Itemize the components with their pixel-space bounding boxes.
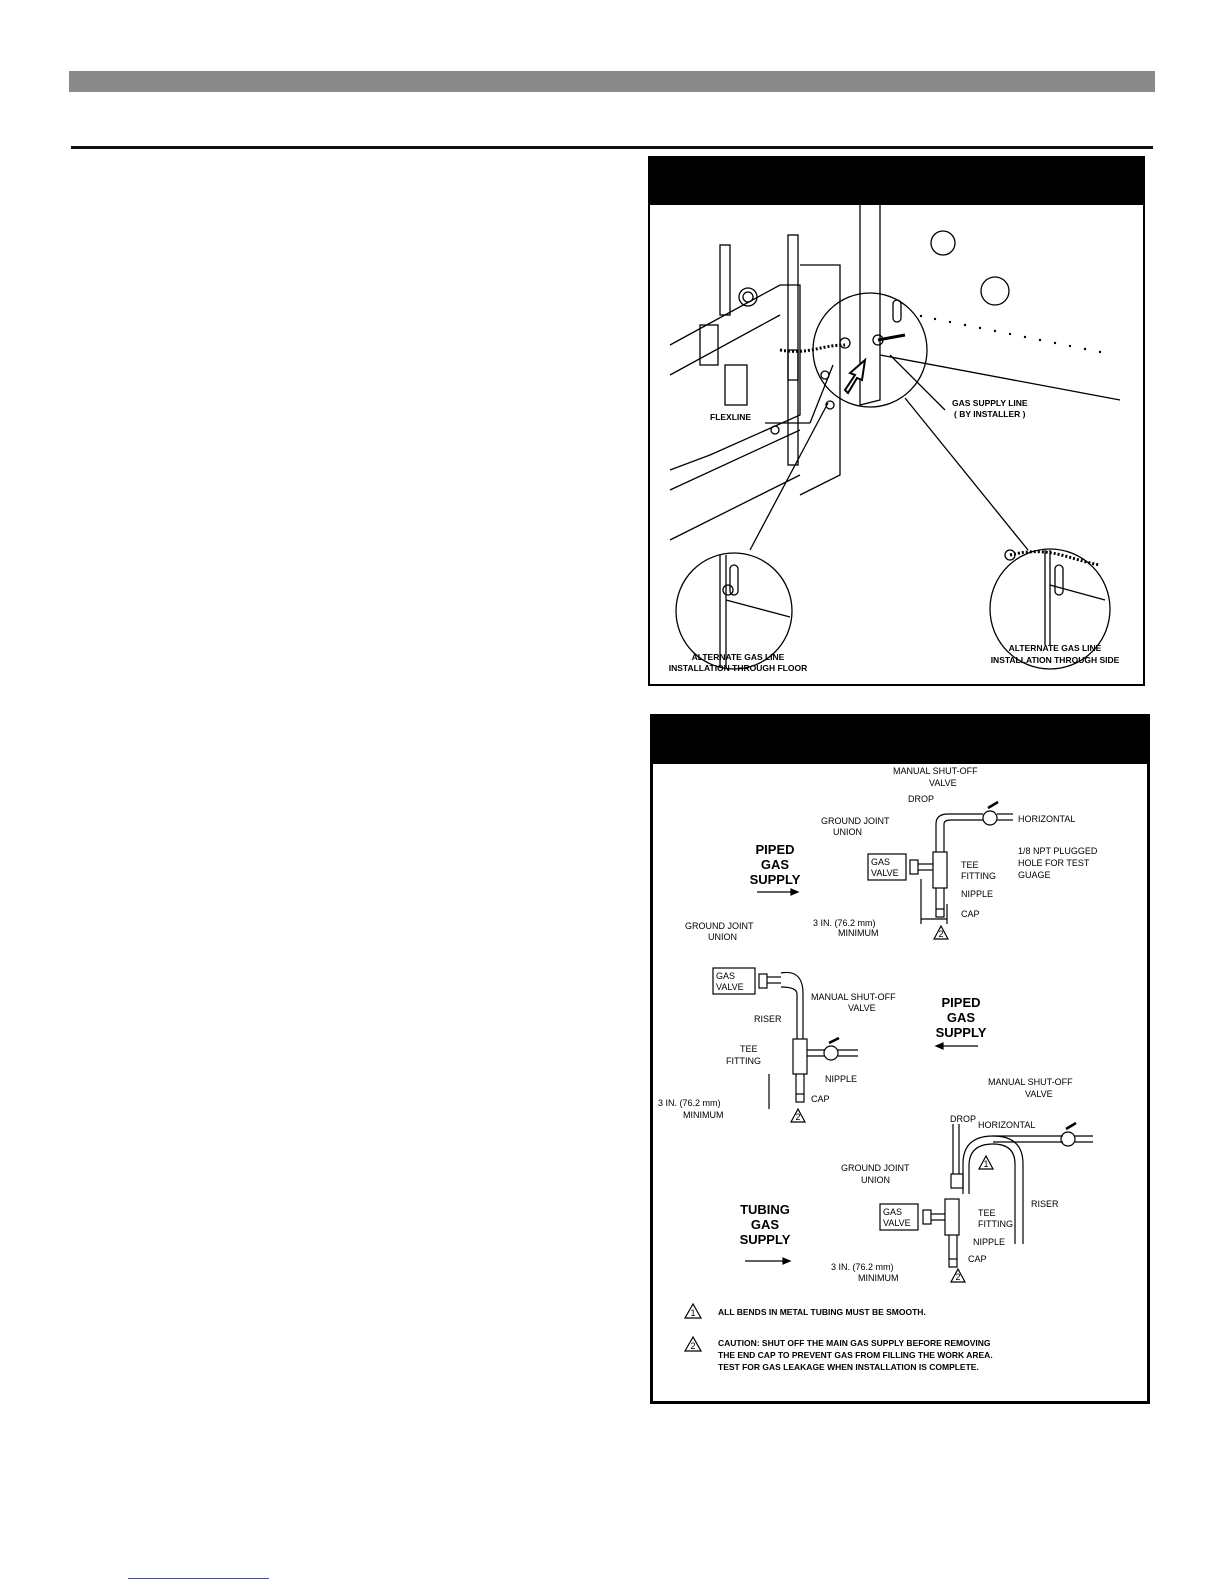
- manual-shutoff-label: MANUAL SHUT-OFF: [893, 766, 978, 776]
- note-marker: 2: [938, 929, 944, 939]
- gas-valve-label: GAS: [883, 1207, 903, 1217]
- gas-valve-label-2: VALVE: [871, 868, 899, 878]
- manual-shutoff-label: MANUAL SHUT-OFF: [988, 1077, 1073, 1087]
- gas-piping-figure: [650, 714, 1150, 1404]
- alt-floor-label-2: INSTALLATION THROUGH FLOOR: [668, 663, 808, 673]
- gas-piping-drawing: [653, 764, 1147, 1401]
- riser-label: RISER: [754, 1014, 782, 1024]
- union-label: UNION: [708, 932, 737, 942]
- tubing-label: TUBING: [740, 1202, 790, 1217]
- nipple-label: NIPPLE: [961, 889, 994, 899]
- note-marker: 1: [690, 1308, 696, 1318]
- manual-shutoff-label: MANUAL SHUT-OFF: [811, 992, 896, 1002]
- ground-joint-label: GROUND JOINT: [685, 921, 754, 931]
- tee-label: TEE: [961, 860, 979, 870]
- riser-label: RISER: [1031, 1199, 1059, 1209]
- alt-floor-label-1: ALTERNATE GAS LINE: [691, 652, 785, 662]
- cap-label: CAP: [968, 1254, 987, 1264]
- gas-valve-label: GAS: [871, 857, 891, 867]
- npt-label-1: 1/8 NPT PLUGGED: [1018, 846, 1098, 856]
- figure-header: [653, 717, 1147, 764]
- npt-label-3: GUAGE: [1018, 870, 1051, 880]
- minimum-label: MINIMUM: [858, 1273, 899, 1283]
- note-marker: 2: [955, 1272, 961, 1282]
- valve-label: VALVE: [1025, 1089, 1053, 1099]
- drop-label: DROP: [950, 1114, 977, 1124]
- section-rule: [71, 146, 1153, 149]
- alt-side-label-1: ALTERNATE GAS LINE: [1008, 643, 1102, 653]
- valve-label: VALVE: [848, 1003, 876, 1013]
- drop-label: DROP: [908, 794, 935, 804]
- piped-label: PIPED: [755, 842, 795, 857]
- union-label: UNION: [861, 1175, 890, 1185]
- gas-valve-label: GAS: [716, 971, 736, 981]
- ground-joint-label: GROUND JOINT: [821, 816, 890, 826]
- note-marker: 1: [983, 1159, 989, 1169]
- note-2-line-1: CAUTION: SHUT OFF THE MAIN GAS SUPPLY BEFORE REMOVING: [718, 1338, 991, 1348]
- figure-body: [653, 764, 1147, 1401]
- gas-valve-label-2: VALVE: [716, 982, 744, 992]
- minimum-label: MINIMUM: [838, 928, 879, 938]
- supply-label: SUPPLY: [935, 1025, 987, 1040]
- nipple-label: NIPPLE: [825, 1074, 858, 1084]
- footer-link-underline[interactable]: [128, 1578, 269, 1579]
- three-inch-label: 3 IN. (76.2 mm): [831, 1262, 894, 1272]
- three-inch-label: 3 IN. (76.2 mm): [813, 918, 876, 928]
- note-marker: 2: [795, 1112, 801, 1122]
- gas-connection-drawing: [650, 205, 1143, 684]
- npt-label-2: HOLE FOR TEST: [1018, 858, 1090, 868]
- alt-side-label-2: INSTALLATION THROUGH SIDE: [990, 655, 1120, 665]
- gas-connection-figure: [648, 156, 1145, 686]
- gas-supply-line-label: GAS SUPPLY LINE: [952, 398, 1028, 408]
- supply-label: SUPPLY: [739, 1232, 791, 1247]
- figure-header: [650, 158, 1143, 205]
- union-label: UNION: [833, 827, 862, 837]
- gas-label: GAS: [750, 1217, 780, 1232]
- gas-label: GAS: [760, 857, 790, 872]
- fitting-label: FITTING: [726, 1056, 761, 1066]
- fitting-label: FITTING: [961, 871, 996, 881]
- note-2-line-2: THE END CAP TO PREVENT GAS FROM FILLING THE WORK AREA.: [718, 1350, 993, 1360]
- fitting-label: FITTING: [978, 1219, 1013, 1229]
- supply-label: SUPPLY: [749, 872, 801, 887]
- flexline-label: FLEXLINE: [710, 412, 752, 422]
- note-1-text: ALL BENDS IN METAL TUBING MUST BE SMOOTH.: [718, 1307, 926, 1317]
- tee-label: TEE: [740, 1044, 758, 1054]
- gas-label: GAS: [946, 1010, 976, 1025]
- header-bar: [69, 71, 1155, 92]
- three-inch-label: 3 IN. (76.2 mm): [658, 1098, 721, 1108]
- note-2-line-3: TEST FOR GAS LEAKAGE WHEN INSTALLATION IS COMPLETE.: [718, 1362, 979, 1372]
- ground-joint-label: GROUND JOINT: [841, 1163, 910, 1173]
- note-marker: 2: [690, 1341, 696, 1351]
- minimum-label: MINIMUM: [683, 1110, 724, 1120]
- nipple-label: NIPPLE: [973, 1237, 1006, 1247]
- piped-label: PIPED: [941, 995, 981, 1010]
- horizontal-label: HORIZONTAL: [978, 1120, 1036, 1130]
- cap-label: CAP: [811, 1094, 830, 1104]
- gas-valve-label-2: VALVE: [883, 1218, 911, 1228]
- cap-label: CAP: [961, 909, 980, 919]
- valve-label: VALVE: [929, 778, 957, 788]
- horizontal-label: HORIZONTAL: [1018, 814, 1076, 824]
- tee-label: TEE: [978, 1208, 996, 1218]
- by-installer-label: ( BY INSTALLER ): [954, 409, 1026, 419]
- figure-body: [650, 205, 1143, 684]
